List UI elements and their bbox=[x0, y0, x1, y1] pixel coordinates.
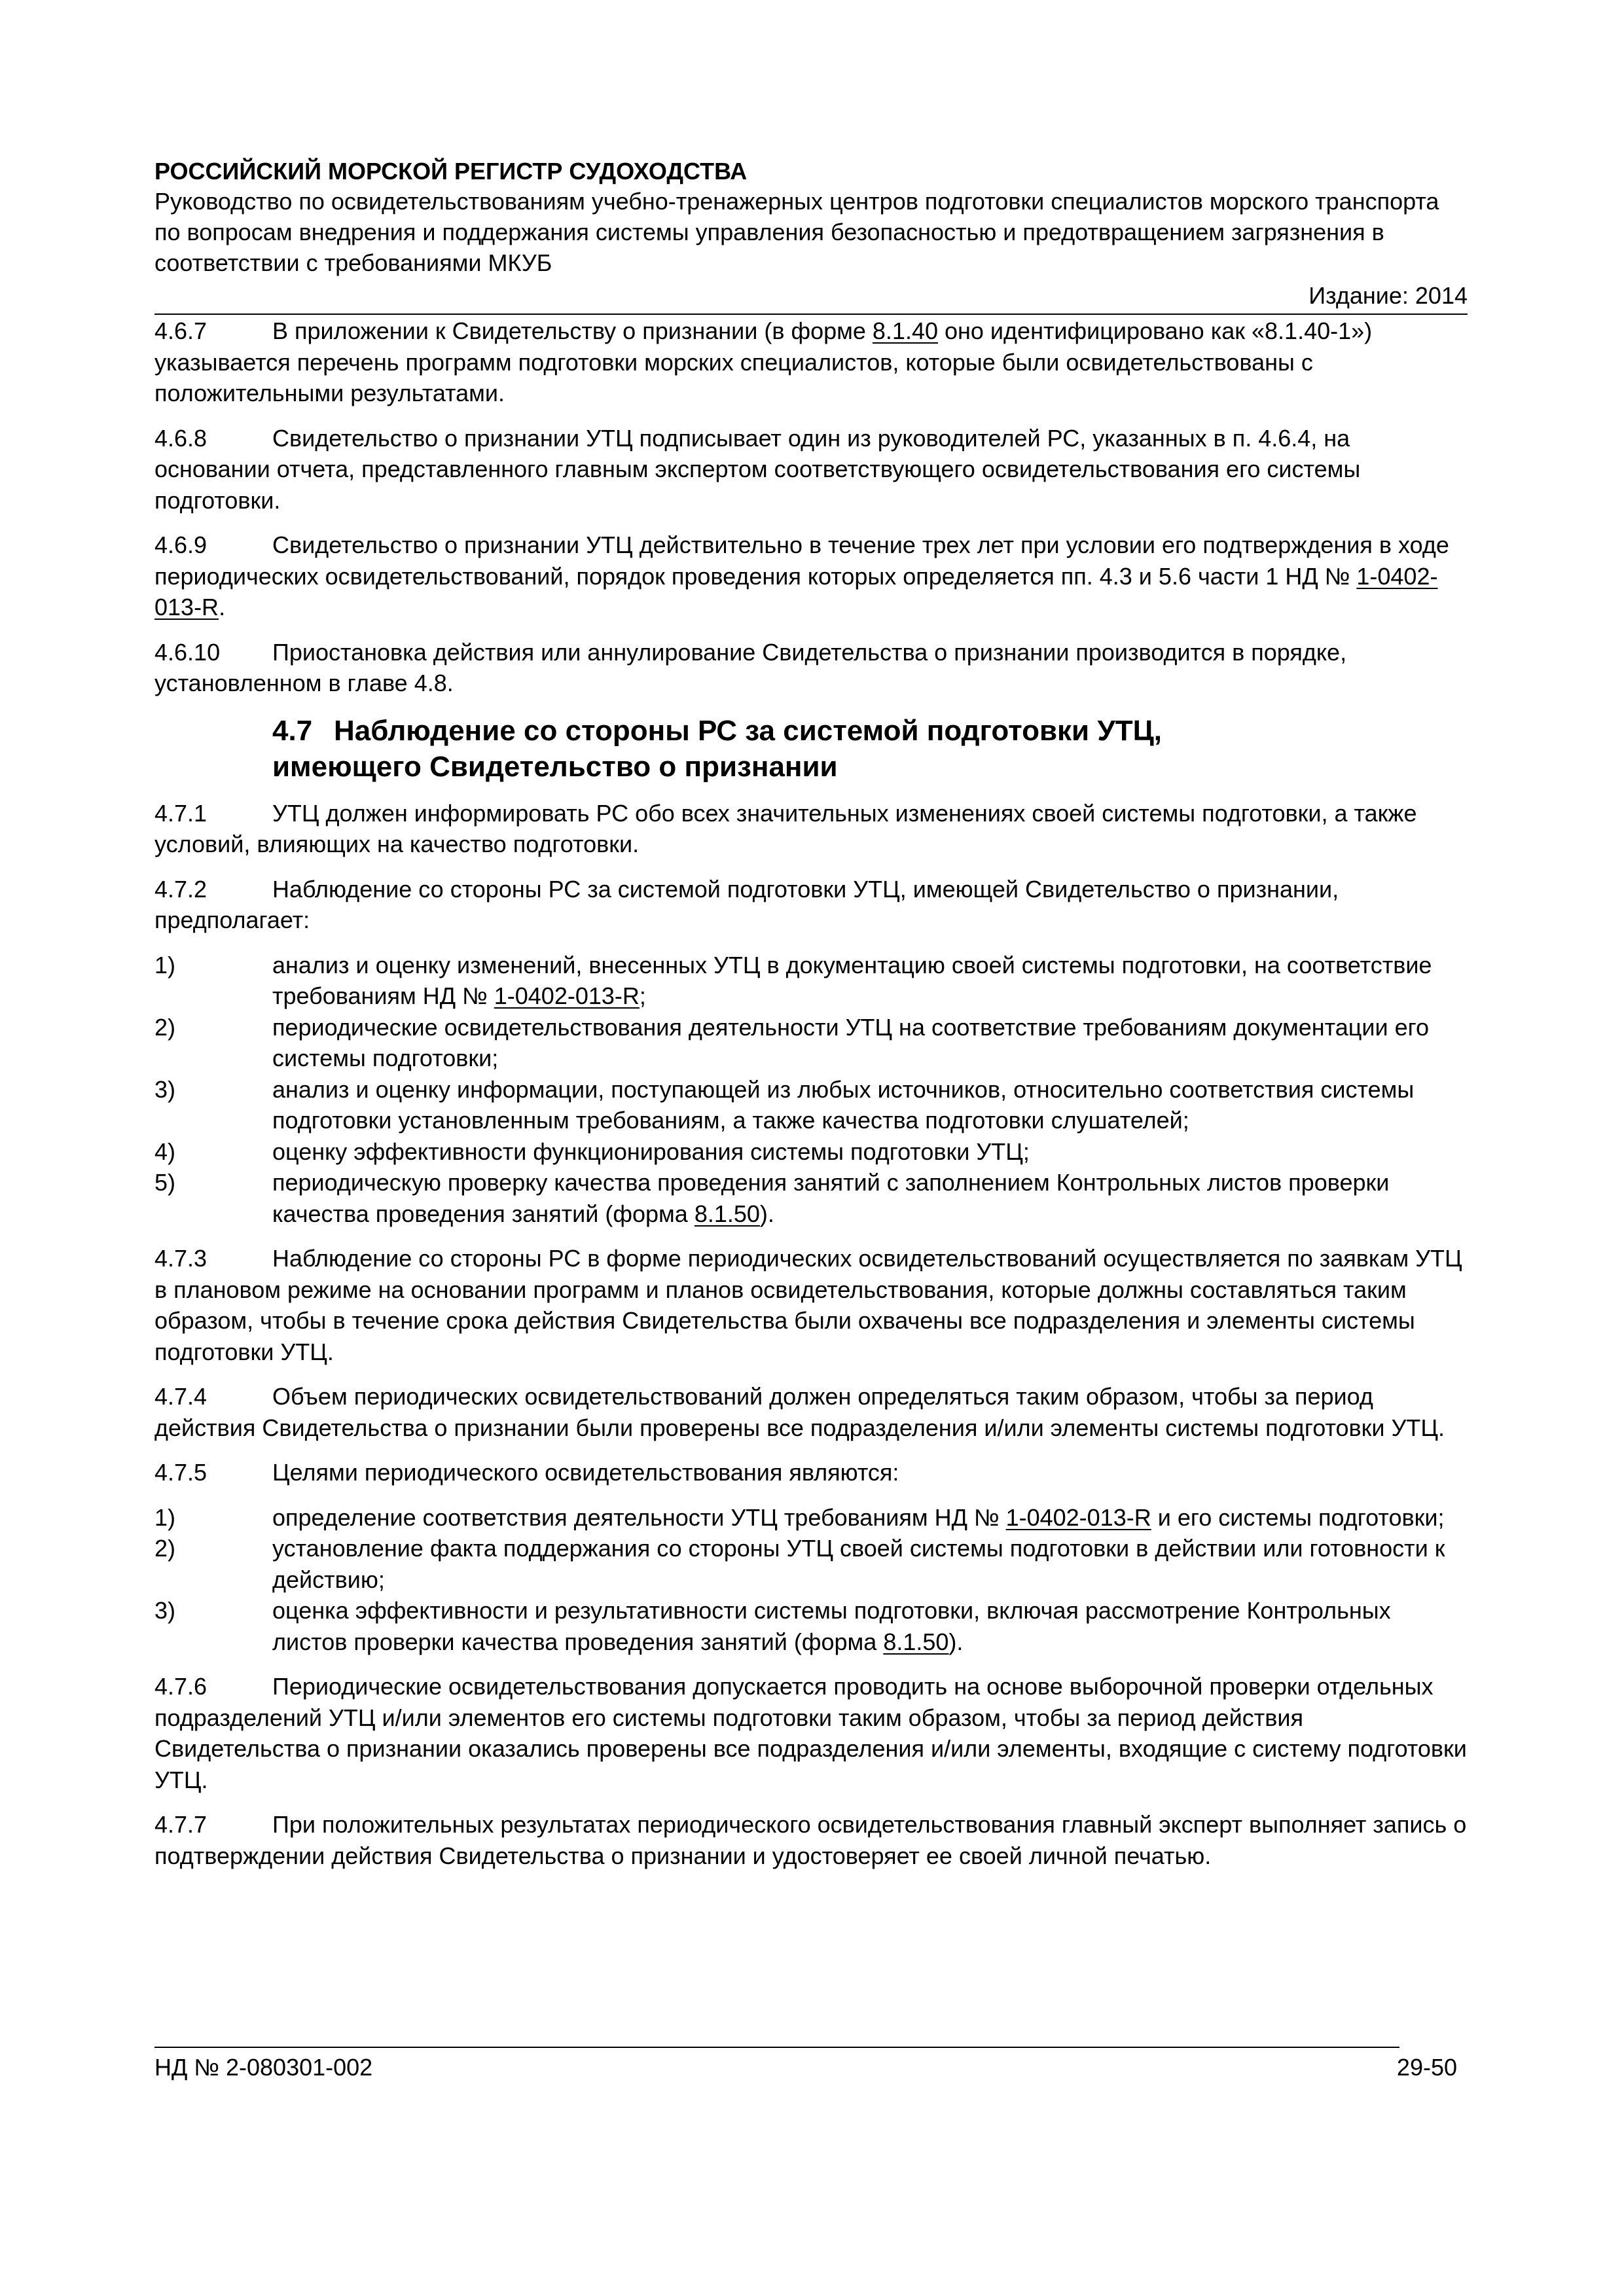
paragraph-number: 4.7.2 bbox=[154, 875, 208, 903]
paragraph-4-6-9: 4.6.9 Свидетельство о признании УТЦ действительно в течение трех лет при условии его подтверждения в ходе периодических освидетельствований, порядок проведения которых определяется пп. 4.3 и 5.6 части 1 НД № 1-0402-013-R. bbox=[154, 529, 1468, 623]
paragraph-number: 4.7.1 bbox=[154, 799, 208, 827]
paragraph-4-7-5: 4.7.5 Целями периодического освидетельствования являются: bbox=[154, 1457, 1468, 1488]
form-link[interactable]: 8.1.40 bbox=[872, 317, 938, 344]
list-4-7-5 bbox=[154, 1502, 1468, 1658]
paragraph-4-7-2: 4.7.2 Наблюдение со стороны РС за системой подготовки УТЦ, имеющей Свидетельство о признании, предполагает: bbox=[154, 874, 1468, 936]
paragraph-4-7-4: 4.7.4 Объем периодических освидетельствований должен определяться таким образом, чтобы за период действия Свидетельства о признании были проверены все подразделения и/или элементы системы подготовки УТЦ. bbox=[154, 1381, 1468, 1443]
list-item: 5) периодическую проверку качества проведения занятий с заполнением Контрольных листов проверки качества проведения занятий (форма 8.1.50). bbox=[154, 1169, 1390, 1227]
paragraph-4-7-6: 4.7.6 Периодические освидетельствования допускается проводить на основе выборочной проверки отдельных подразделений УТЦ и/или элементов его системы подготовки таким образом, чтобы за период действия Свидетельства о признании оказались проверены все подразделения и/или элементы, входящие с систему подготовки УТЦ. bbox=[154, 1671, 1468, 1795]
document-subtitle: Руководство по освидетельствованиям учебно-тренажерных центров подготовки специалистов морского транспорта по вопросам внедрения и поддержания системы управления безопасностью и предотвращением загрязнения в соответствии с требованиями МКУБ bbox=[154, 188, 1439, 276]
paragraph-4-6-7: 4.6.7 В приложении к Свидетельству о признании (в форме 8.1.40 оно идентифицировано как «8.1.40-1») указывается перечень программ подготовки морских специалистов, которые были освидетельствованы с положительными результатами. bbox=[154, 315, 1468, 409]
paragraph-number: 4.7.6 bbox=[154, 1673, 208, 1700]
paragraph-number: 4.6.9 bbox=[154, 531, 208, 558]
header-rule bbox=[154, 314, 1468, 315]
list-item: 1) анализ и оценку изменений, внесенных УТЦ в документацию своей системы подготовки, на соответствие требованиям НД № 1-0402-013-R; bbox=[154, 951, 1432, 1009]
organization-title: РОССИЙСКИЙ МОРСКОЙ РЕГИСТР СУДОХОДСТВА bbox=[154, 158, 748, 185]
list-item: 2) периодические освидетельствования деятельности УТЦ на соответствие требованиям документации его системы подготовки; bbox=[154, 1013, 1429, 1071]
page-number: 29-50 bbox=[1396, 2054, 1457, 2081]
form-link[interactable]: 8.1.50 bbox=[694, 1200, 760, 1227]
paragraph-4-7-3: 4.7.3 Наблюдение со стороны РС в форме периодических освидетельствований осуществляется по заявкам УТЦ в плановом режиме на основании программ и планов освидетельствования, которые должны составляться таким образом, чтобы в течение срока действия Свидетельства были охвачены все подразделения и элементы системы подготовки УТЦ. bbox=[154, 1243, 1468, 1367]
nd-link[interactable]: 1-0402-013-R bbox=[1005, 1503, 1151, 1531]
paragraph-number: 4.6.10 bbox=[154, 638, 221, 666]
list-item: 3) оценка эффективности и результативности системы подготовки, включая рассмотрение Контрольных листов проверки качества проведения занятий (форма 8.1.50). bbox=[154, 1597, 1391, 1655]
section-title-line-1: Наблюдение со стороны РС за системой подготовки УТЦ, bbox=[334, 714, 1162, 747]
list-item: 3) анализ и оценку информации, поступающей из любых источников, относительно соответствия системы подготовки установленным требованиям, а также качества подготовки слушателей; bbox=[154, 1075, 1415, 1134]
paragraph-number: 4.7.4 bbox=[154, 1383, 208, 1410]
list-item: 1) определение соответствия деятельности УТЦ требованиям НД № 1-0402-013-R и его системы подготовки; bbox=[154, 1503, 1445, 1531]
paragraph-number: 4.7.5 bbox=[154, 1459, 208, 1486]
nd-link[interactable]: 1-0402-013-R bbox=[494, 982, 640, 1009]
edition-label: Издание: 2014 bbox=[1308, 282, 1468, 309]
list-item: 4) оценку эффективности функционирования системы подготовки УТЦ; bbox=[154, 1138, 1030, 1165]
paragraph-4-7-1: 4.7.1 УТЦ должен информировать РС обо всех значительных изменениях своей системы подготовки, а также условий, влияющих на качество подготовки. bbox=[154, 798, 1468, 860]
nd-link[interactable]: 1-0402-013-R bbox=[154, 562, 1438, 620]
document-body bbox=[154, 315, 1468, 1885]
section-heading-4-7 bbox=[154, 713, 1468, 785]
paragraph-number: 4.7.3 bbox=[154, 1245, 208, 1272]
paragraph-number: 4.6.8 bbox=[154, 424, 208, 452]
paragraph-number: 4.7.7 bbox=[154, 1811, 208, 1838]
form-link[interactable]: 8.1.50 bbox=[883, 1628, 949, 1655]
document-number: НД № 2-080301-002 bbox=[154, 2054, 373, 2081]
section-number: 4.7 bbox=[272, 714, 313, 747]
paragraph-4-7-7: 4.7.7 При положительных результатах периодического освидетельствования главный эксперт выполняет запись о подтверждении действия Свидетельства о признании и удостоверяет ее своей личной печатью. bbox=[154, 1809, 1468, 1871]
section-title-line-2: имеющего Свидетельство о признании bbox=[272, 750, 838, 783]
list-4-7-2 bbox=[154, 950, 1468, 1230]
paragraph-number: 4.6.7 bbox=[154, 317, 208, 344]
paragraph-4-6-10: 4.6.10 Приостановка действия или аннулирование Свидетельства о признании производится в порядке, установленном в главе 4.8. bbox=[154, 637, 1468, 699]
paragraph-4-6-8: 4.6.8 Свидетельство о признании УТЦ подписывает один из руководителей РС, указанных в п. 4.6.4, на основании отчета, представленного главным экспертом соответствующего освидетельствования его системы подготовки. bbox=[154, 423, 1468, 516]
list-item: 2) установление факта поддержания со стороны УТЦ своей системы подготовки в действии или готовности к действию; bbox=[154, 1535, 1445, 1593]
footer-rule bbox=[154, 2047, 1399, 2048]
